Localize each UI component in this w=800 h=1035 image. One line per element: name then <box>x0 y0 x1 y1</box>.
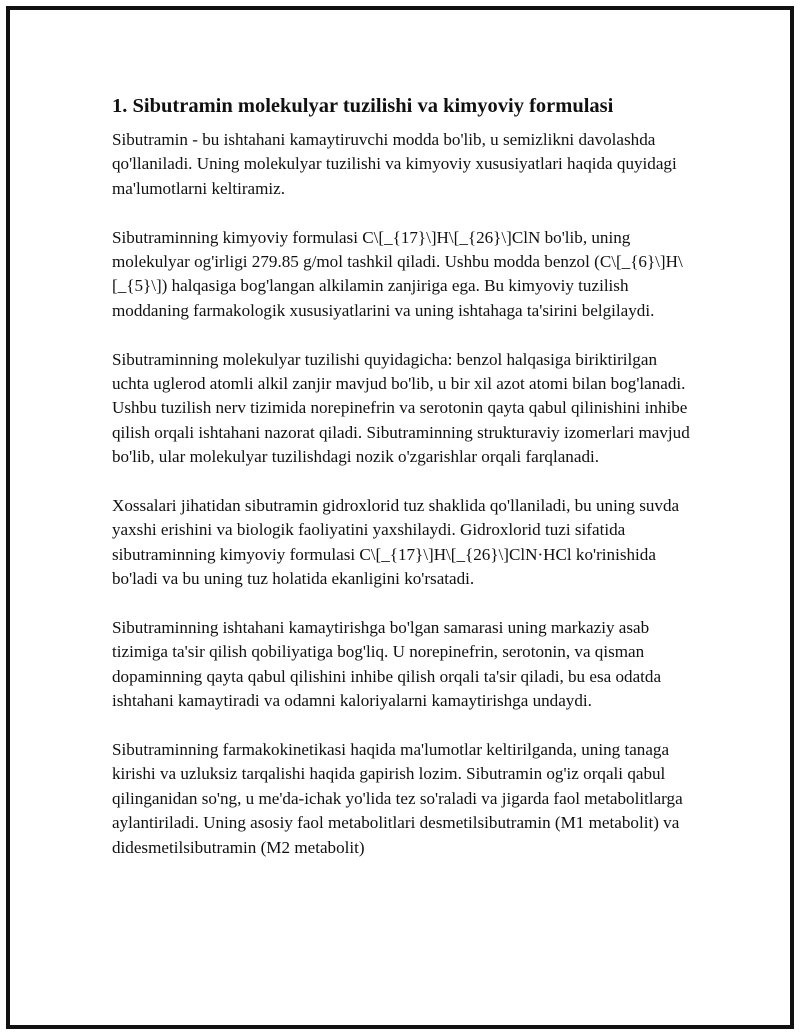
section-title: 1. Sibutramin molekulyar tuzilishi va kimyoviy formulasi <box>112 95 614 117</box>
document-body <box>112 92 692 885</box>
paragraph-pharmacokinetics: Sibutraminning farmakokinetikasi haqida ma'lumotlar keltirilganda, uning tanaga kirishi va uzluksiz tarqalishi haqida gapirish lozim. Sibutramin og'iz orqali qabul qilinganidan so'ng, u me'da-ichak yo'lida tez so'raladi va jigarda faol metabolitlarga aylantiriladi. Uning asosiy faol metabolitlari desmetilsibutramin (M1 metabolit) va didesmetilsibutramin (M2 metabolit) <box>112 740 683 857</box>
paragraph-intro: Sibutramin - bu ishtahani kamaytiruvchi modda bo'lib, u semizlikni davolashda qo'llaniladi. Uning molekulyar tuzilishi va kimyoviy xususiyatlari haqida quyidagi ma'lumotlarni keltiramiz. <box>112 130 677 198</box>
paragraph-structure: Sibutraminning molekulyar tuzilishi quyidagicha: benzol halqasiga biriktirilgan uchta uglerod atomli alkil zanjir mavjud bo'lib, u bir xil azot atomi bilan bog'lanadi. Ushbu tuzilish nerv tizimida norepinefrin va serotonin qayta qabul qilinishini inhibe qilish orqali ishtahani nazorat qiladi. Sibutraminning strukturaviy izomerlari mavjud bo'lib, ular molekulyar tuzilishdagi nozik o'zgarishlar orqali farqlanadi. <box>112 349 690 467</box>
paragraph-properties: Xossalari jihatidan sibutramin gidroxlorid tuz shaklida qo'llaniladi, bu uning suvda yaxshi erishini va biologik faoliyatini yaxshilaydi. Gidroxlorid tuzi sifatida sibutraminning kimyoviy formulasi C\[_{17}\]H\[_{26}\]ClN·HCl ko'rinishida bo'ladi va bu uning tuz holatida ekanligini ko'rsatadi. <box>112 496 680 589</box>
paragraph-effect: Sibutraminning ishtahani kamaytirishga bo'lgan samarasi uning markaziy asab tizimiga ta'sir qilish qobiliyatiga bog'liq. U norepinefrin, serotonin, va qisman dopaminning qayta qabul qilishini inhibe qilish orqali ta'sir qiladi, bu esa odatda ishtahani kamaytiradi va odamni kaloriyalarni kamaytirishga undaydi. <box>112 618 662 711</box>
paragraph-formula: Sibutraminning kimyoviy formulasi C\[_{17}\]H\[_{26}\]ClN bo'lib, uning molekulyar og'irligi 279.85 g/mol tashkil qiladi. Ushbu modda benzol (C\[_{6}\]H\[_{5}\]) halqasiga bog'langan alkilamin zanjiriga ega. Bu kimyoviy tuzilish moddaning farmakologik xususiyatlarini va uning ishtahaga ta'sirini belgilaydi. <box>112 227 683 320</box>
